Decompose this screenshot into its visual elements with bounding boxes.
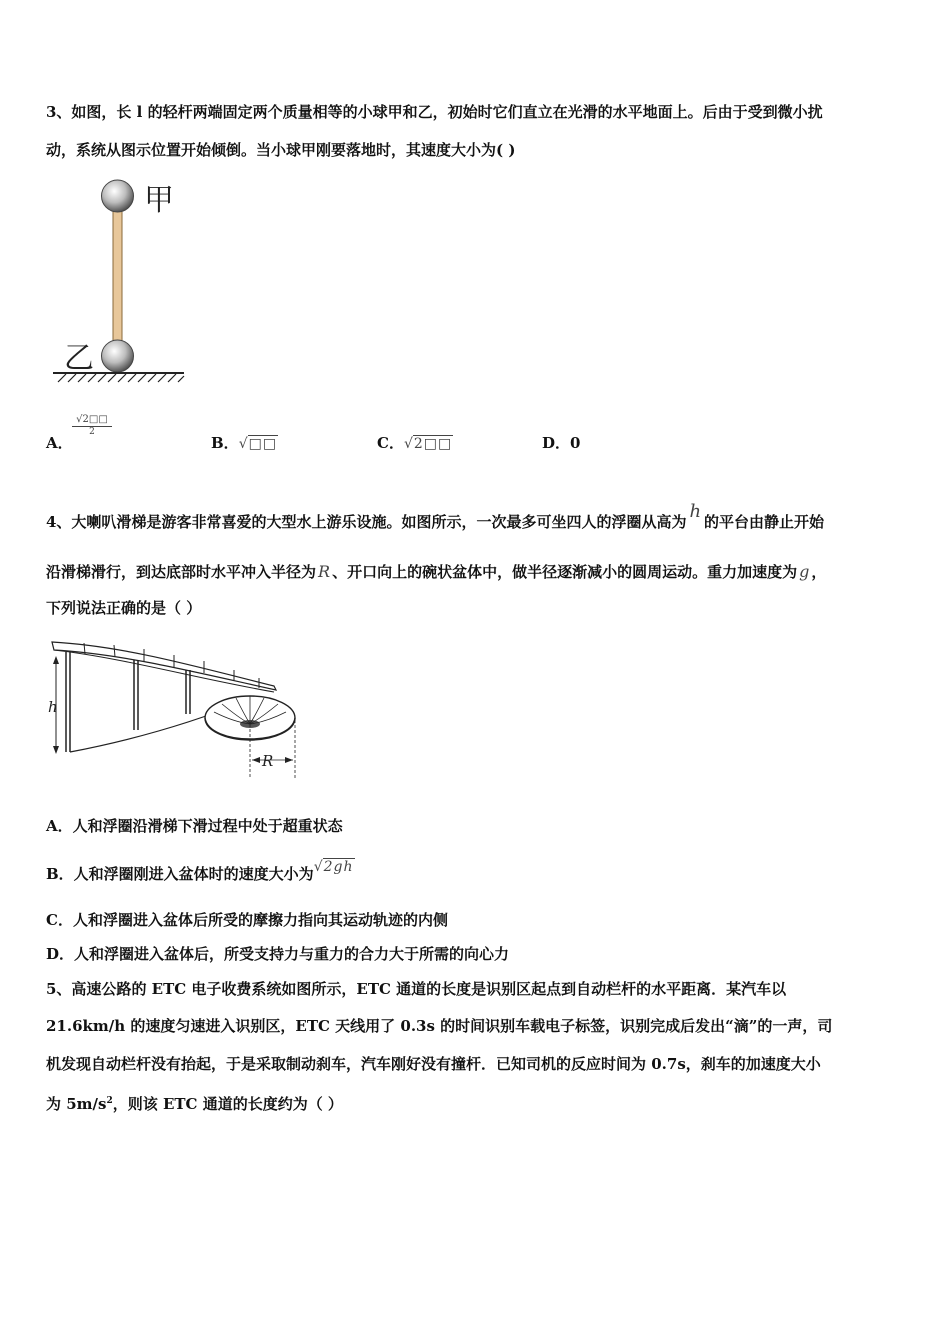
q3-option-c-label: C． xyxy=(377,434,404,452)
q4-g-symbol: g xyxy=(799,562,810,581)
q3-text-line1: 3、如图，长 l 的轻杆两端固定两个质量相等的小球甲和乙，初始时它们直立在光滑的水平地面上。后由于受到微小扰 xyxy=(46,103,823,121)
q4-option-a: A．人和浮圈沿滑梯下滑过程中处于超重状态 xyxy=(46,817,343,835)
q4-line2-part2: 、开口向上的碗状盆体中，做半径逐渐减小的圆周运动。重力加速度为 xyxy=(332,563,798,581)
q4-line1-part1: 4、大喇叭滑梯是游客非常喜爱的大型水上游乐设施。如图所示，一次最多可坐四人的浮圈从高为 xyxy=(46,513,687,531)
q5-text-line1: 5、高速公路的 ETC 电子收费系统如图所示，ETC 通道的长度是识别区起点到自动栏杆的水平距离．某汽车以 xyxy=(46,980,787,998)
q3-option-c-value: 2□□ xyxy=(413,436,453,452)
q5-line4-superscript: 2 xyxy=(106,1096,113,1106)
q4-text-line1 xyxy=(46,501,825,532)
slide-tube xyxy=(52,642,276,690)
q5-text-line3: 机发现自动栏杆没有抬起，于是采取制动刹车，汽车刚好没有撞杆．已知司机的反应时间为 0.7s，刹车的加速度大小 xyxy=(46,1055,821,1073)
q4-R-symbol: R xyxy=(318,562,331,581)
label-yi: 乙 xyxy=(64,341,94,376)
q3-option-a-denominator: 2 xyxy=(89,427,95,437)
q3-option-c-sqrt: √2□□ xyxy=(403,436,453,452)
q3-option-b-value: □□ xyxy=(248,436,278,452)
q4-line2-part1: 沿滑梯滑行，到达底部时水平冲入半径为 xyxy=(46,563,317,581)
q5-text-line2: 21.6km/h 的速度匀速进入识别区，ETC 天线用了 0.3s 的时间识别车载电子标签，识别完成后发出“滴”的一声，司 xyxy=(46,1017,833,1035)
q4-line2-part3: ， xyxy=(811,563,827,581)
q3-option-b xyxy=(211,433,278,454)
q3-option-a-value xyxy=(72,414,112,437)
q4-slide-figure xyxy=(44,628,306,784)
q3-option-a-numerator: √2□□ xyxy=(72,414,112,427)
q3-option-c xyxy=(377,433,453,454)
ball-yi xyxy=(102,340,134,372)
q4-option-b-sqrt: √2gh xyxy=(313,859,354,875)
ball-jia xyxy=(102,180,134,212)
q4-option-b xyxy=(46,859,355,885)
q4-text-line3: 下列说法正确的是（ ） xyxy=(46,599,202,617)
q4-line1-part2: 的平台由静止开始 xyxy=(704,513,825,531)
q4-option-b-expr: 2gh xyxy=(323,859,354,875)
label-h: h xyxy=(48,698,58,716)
q3-option-a-label: A． xyxy=(46,434,73,452)
q3-option-b-sqrt: √□□ xyxy=(238,436,278,452)
q4-option-b-text: B．人和浮圈刚进入盆体时的速度大小为 xyxy=(46,865,314,883)
q3-rod-figure xyxy=(50,172,190,384)
q5-line4-part1: 为 5m/s xyxy=(46,1095,107,1113)
q3-option-b-label: B． xyxy=(211,434,239,452)
q3-text-line2: 动，系统从图示位置开始倾倒。当小球甲刚要落地时，其速度大小为( ) xyxy=(46,141,516,159)
q4-option-c: C．人和浮圈进入盆体后所受的摩擦力指向其运动轨迹的内侧 xyxy=(46,911,448,929)
q3-option-d xyxy=(542,433,580,453)
q5-line4-part2: ，则该 ETC 通道的长度约为（ ） xyxy=(112,1095,343,1113)
q4-h-symbol: h xyxy=(689,501,702,522)
light-rod xyxy=(113,202,122,352)
q3-option-d-label: D． xyxy=(542,434,571,452)
label-R: R xyxy=(262,752,274,770)
q5-text-line4 xyxy=(46,1091,343,1114)
label-jia: 甲 xyxy=(144,183,174,218)
q4-text-line2 xyxy=(46,562,826,582)
q3-option-d-value: 0 xyxy=(570,434,581,452)
q4-option-d: D．人和浮圈进入盆体后，所受支持力与重力的合力大于所需的向心力 xyxy=(46,945,510,963)
